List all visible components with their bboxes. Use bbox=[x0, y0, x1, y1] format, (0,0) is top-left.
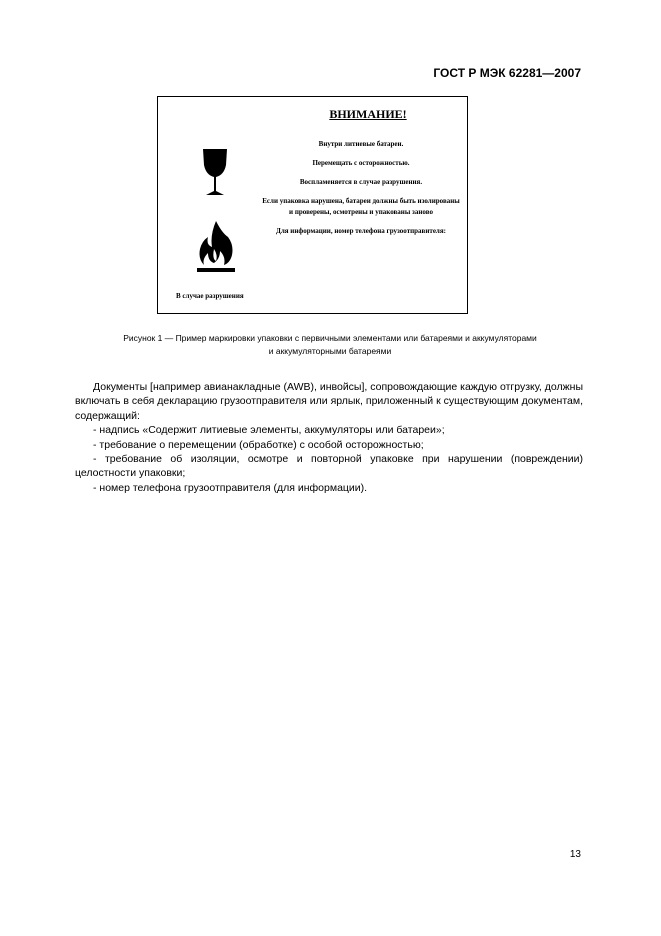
figure-caption bbox=[60, 332, 600, 358]
caption-line: и аккумуляторными батареями bbox=[268, 346, 392, 356]
list-item: - требование о перемещении (обработке) с особой осторожностью; bbox=[93, 438, 424, 451]
standard-header: ГОСТ Р МЭК 62281—2007 bbox=[433, 66, 581, 80]
warning-title: ВНИМАНИЕ! bbox=[329, 107, 407, 121]
damage-note: В случае разрушения bbox=[176, 292, 244, 300]
warning-line: Если упаковка нарушена, батареи должны быть изолированы и проверены, осмотрены и упакованы заново bbox=[262, 197, 460, 216]
list-item: - надпись «Содержит литиевые элементы, аккумуляторы или батареи»; bbox=[93, 424, 445, 437]
page-number: 13 bbox=[569, 849, 581, 860]
intro-paragraph: Документы [например авианакладные (AWB), инвойсы], сопровождающие каждую отгрузку, должны включать в себя декларацию грузоотправителя или ярлык, приложенный к существующим документам, содержащий: bbox=[75, 381, 583, 422]
caption-line: Рисунок 1 — Пример маркировки упаковки с первичными элементами или батареями и аккумуляторами bbox=[123, 333, 537, 343]
warning-text-lines bbox=[262, 139, 460, 245]
fragile-glass-icon bbox=[200, 147, 230, 199]
warning-line: Внутри литиевые батареи. bbox=[318, 140, 404, 148]
body-text bbox=[75, 380, 583, 495]
warning-label-figure bbox=[157, 96, 468, 314]
list-item: - требование об изоляции, осмотре и повторной упаковке при нарушении (повреждении) целостности упаковки; bbox=[75, 453, 583, 480]
warning-line: Воспламеняется в случае разрушения. bbox=[299, 178, 423, 186]
warning-line: Перемещать с осторожностью. bbox=[312, 159, 410, 167]
warning-line: Для информации, номер телефона грузоотправителя: bbox=[276, 227, 446, 235]
list-item: - номер телефона грузоотправителя (для информации). bbox=[93, 481, 368, 494]
flame-icon bbox=[194, 219, 238, 277]
